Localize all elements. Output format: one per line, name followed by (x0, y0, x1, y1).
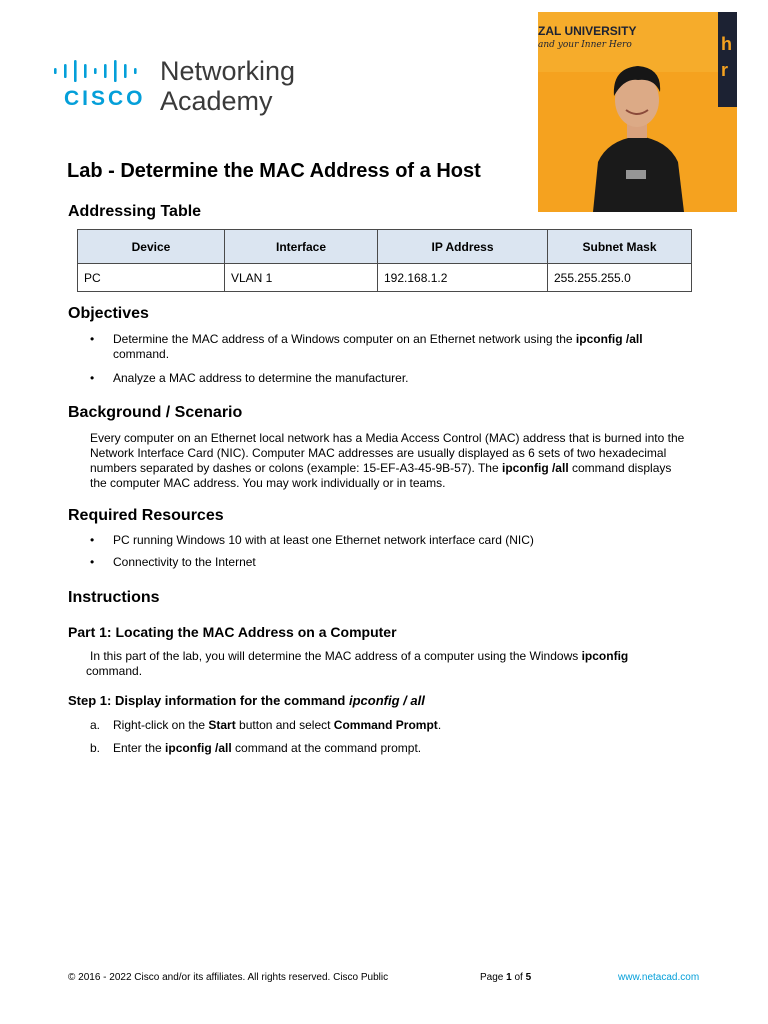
table-cell: 192.168.1.2 (378, 264, 548, 292)
banner-text-1: ZAL UNIVERSITY (538, 24, 637, 38)
table-row (78, 264, 692, 292)
table-cell: VLAN 1 (225, 264, 378, 292)
step-text: Right-click on the (113, 718, 209, 732)
step-a (90, 718, 690, 733)
command-text: ipconfig (581, 649, 629, 663)
table-header-row (78, 230, 692, 264)
objective-text: command. (113, 347, 170, 361)
step1-heading-text: Step 1: Display information for the command (68, 693, 349, 708)
step1-heading (68, 693, 425, 708)
table-header-cell: Interface (225, 230, 378, 264)
step-letter: b. (90, 741, 101, 755)
table-cell: PC (78, 264, 225, 292)
cisco-wordmark: CISCO (64, 87, 146, 110)
bullet-icon: • (90, 555, 95, 569)
step-text: command at the command prompt. (231, 741, 422, 755)
background-paragraph (90, 431, 690, 491)
logo-networking-text: Networking (160, 56, 296, 86)
table-header-cell: IP Address (378, 230, 548, 264)
background-text: Every computer on an Ethernet local network has a Media Access Control (MAC) address that is burned into the Network Interface Card (NIC). Computer MAC addresses are usually displayed as 6 sets of two hexadecimal numbers separated by dashes or colons (example: 15-EF-A3-45-9B-57). The (90, 431, 685, 475)
start-label: Start (208, 718, 236, 732)
command-prompt-label: Command Prompt (333, 718, 438, 732)
background-text: command displays the computer MAC address. You may work individually or in teams. (90, 461, 672, 490)
resource-text: Connectivity to the Internet (113, 555, 256, 569)
page-total: 5 (525, 972, 532, 983)
step-text: . (437, 718, 442, 732)
part1-heading: Part 1: Locating the MAC Address on a Computer (68, 624, 397, 640)
part1-text: In this part of the lab, you will determine the MAC address of a computer using the Windows (90, 649, 582, 663)
profile-photo (538, 12, 737, 212)
page-current: 1 (506, 972, 512, 983)
resources-heading: Required Resources (68, 507, 224, 524)
footer-link[interactable]: www.netacad.com (618, 972, 700, 983)
resource-item-2 (90, 555, 688, 570)
objective-item-1 (90, 332, 688, 362)
cisco-bars-icon (54, 60, 146, 82)
table-header-cell: Subnet Mask (548, 230, 692, 264)
command-text: ipconfig /all (165, 741, 232, 755)
banner-text-2: and your Inner Hero (538, 40, 632, 50)
part1-text: command. (86, 664, 143, 678)
addressing-table-heading: Addressing Table (68, 203, 202, 220)
bullet-icon: • (90, 533, 95, 547)
logo-academy-text: Academy (160, 86, 273, 116)
bullet-icon: • (90, 332, 95, 346)
objective-item-2 (90, 371, 688, 386)
svg-text:r: r (721, 60, 729, 80)
command-text: ipconfig /all (501, 461, 569, 475)
table-cell: 255.255.255.0 (548, 264, 692, 292)
bullet-icon: • (90, 371, 95, 385)
objective-text: Analyze a MAC address to determine the manufacturer. (113, 371, 409, 385)
resource-text: PC running Windows 10 with at least one Ethernet network interface card (NIC) (113, 533, 534, 547)
step-text: button and select (235, 718, 334, 732)
part1-paragraph (86, 649, 690, 679)
svg-text:h: h (721, 34, 732, 54)
table-header-cell: Device (78, 230, 225, 264)
resource-item-1 (90, 533, 688, 548)
footer-copyright: © 2016 - 2022 Cisco and/or its affiliates. All rights reserved. Cisco Public (68, 972, 389, 983)
page-label: of (511, 972, 526, 983)
addressing-table (77, 229, 692, 292)
instructions-heading: Instructions (68, 589, 160, 606)
footer-page-number (480, 972, 531, 983)
step1-command: ipconfig / all (348, 693, 425, 708)
objective-text: Determine the MAC address of a Windows computer on an Ethernet network using the (113, 332, 576, 346)
command-text: ipconfig /all (575, 332, 643, 346)
page-title: Lab - Determine the MAC Address of a Host (67, 160, 481, 182)
step-letter: a. (90, 718, 101, 732)
profile-photo-illustration (538, 12, 737, 212)
step-b (90, 741, 690, 756)
background-heading: Background / Scenario (68, 404, 243, 421)
step-text: Enter the (113, 741, 166, 755)
objectives-heading: Objectives (68, 305, 149, 322)
page-label: Page (480, 972, 507, 983)
